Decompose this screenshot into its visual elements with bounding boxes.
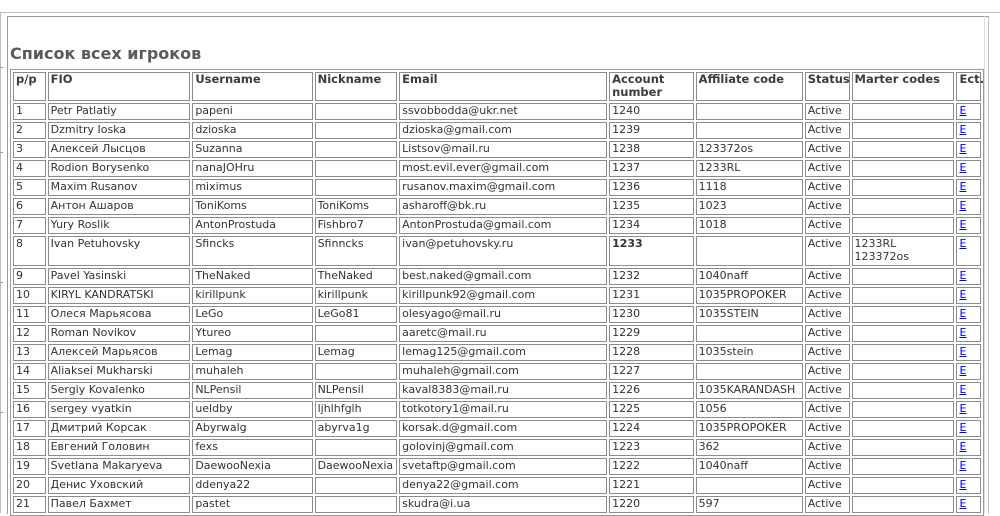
cell-status: Active [805,198,850,215]
cell-pp: 17 [13,420,46,437]
cell-nickname: Sfinncks [315,236,398,266]
cell-username: NLPensil [192,382,312,399]
edit-link[interactable]: E [959,199,967,212]
cell-status: Active [805,477,850,494]
cell-marter [852,103,955,120]
edit-link[interactable]: E [959,218,967,231]
col-header-nickname: Nickname [315,72,398,101]
table-row [13,496,981,513]
cell-marter [852,160,955,177]
cell-nickname: ljhlhfglh [315,401,398,418]
cell-marter [852,420,955,437]
cell-username: dzioska [192,122,312,139]
cell-ect [956,236,981,266]
cell-status: Active [805,179,850,196]
frame-edge [984,16,985,513]
cell-account: 1224 [609,420,694,437]
cell-marter [852,268,955,285]
cell-username: papeni [192,103,312,120]
cell-email: lemag125@gmail.com [399,344,607,361]
cell-account: 1235 [609,198,694,215]
cell-email: most.evil.ever@gmail.com [399,160,607,177]
cell-account: 1238 [609,141,694,158]
cell-fio: sergey vyatkin [48,401,191,418]
cell-email: kaval8383@mail.ru [399,382,607,399]
cell-fio: Антон Ашаров [48,198,191,215]
cell-email: olesyago@mail.ru [399,306,607,323]
edit-link[interactable]: E [959,123,967,136]
cell-account: 1228 [609,344,694,361]
cell-fio: Maxim Rusanov [48,179,191,196]
cell-fio: Roman Novikov [48,325,191,342]
cell-username: DaewooNexia [192,458,312,475]
cell-nickname: TheNaked [315,268,398,285]
page-title: Список всех игроков [10,44,202,63]
cell-marter [852,236,955,266]
cell-username: Lemag [192,344,312,361]
cell-fio: Ivan Petuhovsky [48,236,191,266]
cell-ect [956,268,981,285]
cell-affiliate: 1233RL [696,160,803,177]
cell-pp: 20 [13,477,46,494]
cell-email: denya22@gmail.com [399,477,607,494]
edit-link[interactable]: E [959,307,967,320]
cell-ect [956,287,981,304]
col-header-marter: Marter codes [852,72,955,101]
cell-fio: Sergiy Kovalenko [48,382,191,399]
cell-ect [956,122,981,139]
cell-ect [956,439,981,456]
cell-pp: 13 [13,344,46,361]
col-header-ect: Ect. [956,72,981,101]
cell-ect [956,420,981,437]
cell-marter [852,141,955,158]
col-header-email: Email [399,72,607,101]
table-row [13,268,981,285]
cell-fio: Yury Roslik [48,217,191,234]
cell-nickname [315,160,398,177]
cell-username: miximus [192,179,312,196]
edit-link[interactable]: E [959,288,967,301]
cell-account: 1240 [609,103,694,120]
edit-link[interactable]: E [959,478,967,491]
table-header-row [13,72,981,101]
cell-username: ToniKoms [192,198,312,215]
cell-pp: 3 [13,141,46,158]
table-row [13,382,981,399]
cell-ect [956,496,981,513]
cell-pp: 21 [13,496,46,513]
cell-email: svetaftp@gmail.com [399,458,607,475]
cell-fio: Pavel Yasinski [48,268,191,285]
table-row [13,477,981,494]
cell-account: 1234 [609,217,694,234]
cell-email: golovinj@gmail.com [399,439,607,456]
cell-affiliate: 1018 [696,217,803,234]
cell-ect [956,382,981,399]
cell-fio: Олеся Марьясова [48,306,191,323]
cell-fio: KIRYL KANDRATSKI [48,287,191,304]
table-row [13,325,981,342]
cell-username: AntonProstuda [192,217,312,234]
cell-nickname: ToniKoms [315,198,398,215]
edit-link[interactable]: E [959,421,967,434]
table-row [13,160,981,177]
cell-affiliate: 1023 [696,198,803,215]
cell-ect [956,160,981,177]
col-header-username: Username [192,72,312,101]
cell-account: 1231 [609,287,694,304]
cell-username: nanaJOHru [192,160,312,177]
cell-username: muhaleh [192,363,312,380]
cell-pp: 1 [13,103,46,120]
cell-email: totkotory1@mail.ru [399,401,607,418]
cell-marter [852,122,955,139]
cell-ect [956,103,981,120]
cell-pp: 16 [13,401,46,418]
cell-pp: 8 [13,236,46,266]
cell-affiliate: 597 [696,496,803,513]
cell-affiliate: 1035PROPOKER [696,287,803,304]
cell-email: skudra@i.ua [399,496,607,513]
cell-email: korsak.d@gmail.com [399,420,607,437]
cell-affiliate: 123372os [696,141,803,158]
col-header-status: Status [805,72,850,101]
cell-fio: Aliaksei Mukharski [48,363,191,380]
cell-status: Active [805,363,850,380]
edit-link[interactable]: E [959,237,967,250]
cell-nickname [315,325,398,342]
cell-status: Active [805,458,850,475]
table-row [13,236,981,266]
table-row [13,179,981,196]
cell-marter [852,325,955,342]
cell-nickname: kirillpunk [315,287,398,304]
cell-email: muhaleh@gmail.com [399,363,607,380]
cell-username: LeGo [192,306,312,323]
cell-fio: Svetlana Makaryeva [48,458,191,475]
cell-marter [852,179,955,196]
marter-code: 123372os [854,250,909,263]
cell-ect [956,198,981,215]
edit-link[interactable]: E [959,142,967,155]
top-border [0,12,1000,13]
cell-pp: 9 [13,268,46,285]
cell-nickname [315,103,398,120]
cell-username: pastet [192,496,312,513]
cell-status: Active [805,344,850,361]
cell-status: Active [805,382,850,399]
cell-nickname: Lemag [315,344,398,361]
table-row [13,363,981,380]
cell-marter [852,439,955,456]
cell-ect [956,217,981,234]
cell-affiliate [696,325,803,342]
cell-account: 1225 [609,401,694,418]
cell-ect [956,179,981,196]
cell-fio: Dzmitry Ioska [48,122,191,139]
cell-nickname [315,439,398,456]
cell-username: TheNaked [192,268,312,285]
cell-nickname: abyrva1g [315,420,398,437]
cell-pp: 15 [13,382,46,399]
table-row [13,122,981,139]
cell-affiliate: 1035stein [696,344,803,361]
cell-affiliate [696,363,803,380]
cell-nickname [315,141,398,158]
cell-email: ssvobbodda@ukr.net [399,103,607,120]
cell-nickname [315,496,398,513]
cell-username: kirillpunk [192,287,312,304]
cell-status: Active [805,217,850,234]
cell-status: Active [805,122,850,139]
cell-marter [852,401,955,418]
cell-nickname [315,363,398,380]
cell-nickname [315,179,398,196]
cell-pp: 4 [13,160,46,177]
cell-account: 1220 [609,496,694,513]
edit-link[interactable]: E [959,345,967,358]
cell-ect [956,401,981,418]
cell-marter [852,382,955,399]
cell-status: Active [805,287,850,304]
table-row [13,103,981,120]
cell-account: 1233 [609,236,694,266]
cell-marter [852,363,955,380]
col-header-fio: FIO [48,72,191,101]
cell-account: 1221 [609,477,694,494]
cell-email: asharoff@bk.ru [399,198,607,215]
table-row [13,401,981,418]
cell-marter [852,217,955,234]
cell-pp: 2 [13,122,46,139]
col-header-account-line2: number [612,85,663,99]
cell-account: 1239 [609,122,694,139]
cell-pp: 6 [13,198,46,215]
marter-code: 1233RL [854,237,897,250]
edit-link[interactable]: E [959,364,967,377]
cell-fio: Rodion Borysenko [48,160,191,177]
cell-account: 1237 [609,160,694,177]
cell-status: Active [805,420,850,437]
cell-email: Listsov@mail.ru [399,141,607,158]
edit-link[interactable]: E [959,459,967,472]
players-table [10,69,984,516]
table-row [13,141,981,158]
table-row [13,458,981,475]
cell-fio: Павел Бахмет [48,496,191,513]
cell-fio: Дмитрий Корсак [48,420,191,437]
cell-nickname: NLPensil [315,382,398,399]
col-header-pp: p/p [13,72,46,101]
cell-status: Active [805,268,850,285]
cell-affiliate: 1035PROPOKER [696,420,803,437]
edit-link[interactable]: E [959,161,967,174]
cell-marter [852,306,955,323]
cell-affiliate: 1040naff [696,458,803,475]
cell-ect [956,306,981,323]
edit-link[interactable]: E [959,104,967,117]
cell-account: 1229 [609,325,694,342]
cell-username: Sfincks [192,236,312,266]
cell-status: Active [805,103,850,120]
cell-username: ueldby [192,401,312,418]
cell-nickname: Fishbro7 [315,217,398,234]
table-row [13,306,981,323]
cell-fio: Денис Уховский [48,477,191,494]
cell-username: ddenya22 [192,477,312,494]
table-row [13,287,981,304]
cell-pp: 7 [13,217,46,234]
edit-link[interactable]: E [959,440,967,453]
left-edge [0,12,1,513]
cell-ect [956,325,981,342]
col-header-account [609,72,694,101]
cell-username: Ytureo [192,325,312,342]
cell-email: aaretc@mail.ru [399,325,607,342]
cell-affiliate: 1056 [696,401,803,418]
cell-pp: 10 [13,287,46,304]
cell-email: rusanov.maxim@gmail.com [399,179,607,196]
cell-account: 1222 [609,458,694,475]
cell-account: 1223 [609,439,694,456]
edit-link[interactable]: E [959,497,967,510]
col-header-affiliate: Affiliate code [696,72,803,101]
table-row [13,198,981,215]
cell-email: kirillpunk92@gmail.com [399,287,607,304]
cell-status: Active [805,236,850,266]
cell-status: Active [805,141,850,158]
cell-username: Abyrwalg [192,420,312,437]
cell-status: Active [805,325,850,342]
cell-affiliate: 1040naff [696,268,803,285]
cell-nickname: DaewooNexia [315,458,398,475]
cell-affiliate [696,236,803,266]
cell-account: 1232 [609,268,694,285]
cell-email: best.naked@gmail.com [399,268,607,285]
cell-pp: 19 [13,458,46,475]
cell-marter [852,198,955,215]
cell-ect [956,344,981,361]
table-row [13,439,981,456]
cell-ect [956,141,981,158]
cell-nickname: LeGo81 [315,306,398,323]
cell-pp: 18 [13,439,46,456]
cell-ect [956,458,981,475]
edit-link[interactable]: E [959,383,967,396]
cell-affiliate [696,103,803,120]
cell-marter [852,477,955,494]
cell-email: ivan@petuhovsky.ru [399,236,607,266]
cell-account: 1227 [609,363,694,380]
cell-nickname [315,122,398,139]
cell-marter [852,458,955,475]
cell-fio: Алексей Лысцов [48,141,191,158]
cell-account: 1236 [609,179,694,196]
cell-email: AntonProstuda@gmail.com [399,217,607,234]
cell-status: Active [805,160,850,177]
cell-status: Active [805,306,850,323]
cell-pp: 14 [13,363,46,380]
cell-fio: Алексей Марьясов [48,344,191,361]
cell-pp: 12 [13,325,46,342]
cell-affiliate [696,477,803,494]
cell-marter [852,496,955,513]
cell-status: Active [805,401,850,418]
cell-marter [852,287,955,304]
cell-nickname [315,477,398,494]
cell-fio: Petr Patlatiy [48,103,191,120]
cell-marter [852,344,955,361]
table-body [13,103,981,513]
cell-affiliate: 1035KARANDASH [696,382,803,399]
cell-affiliate: 362 [696,439,803,456]
cell-username: fexs [192,439,312,456]
col-header-account-line1: Account [612,72,665,86]
cell-affiliate: 1035STEIN [696,306,803,323]
cell-status: Active [805,439,850,456]
table-row [13,420,981,437]
cell-account: 1230 [609,306,694,323]
cell-ect [956,363,981,380]
cell-username: Suzanna [192,141,312,158]
cell-account: 1226 [609,382,694,399]
table-row [13,217,981,234]
cell-pp: 11 [13,306,46,323]
cell-affiliate: 1118 [696,179,803,196]
cell-email: dzioska@gmail.com [399,122,607,139]
cell-affiliate [696,122,803,139]
edit-link[interactable]: E [959,180,967,193]
cell-status: Active [805,496,850,513]
table-row [13,344,981,361]
cell-fio: Евгений Головин [48,439,191,456]
edit-link[interactable]: E [959,326,967,339]
cell-ect [956,477,981,494]
edit-link[interactable]: E [959,269,967,282]
edit-link[interactable]: E [959,402,967,415]
cell-pp: 5 [13,179,46,196]
